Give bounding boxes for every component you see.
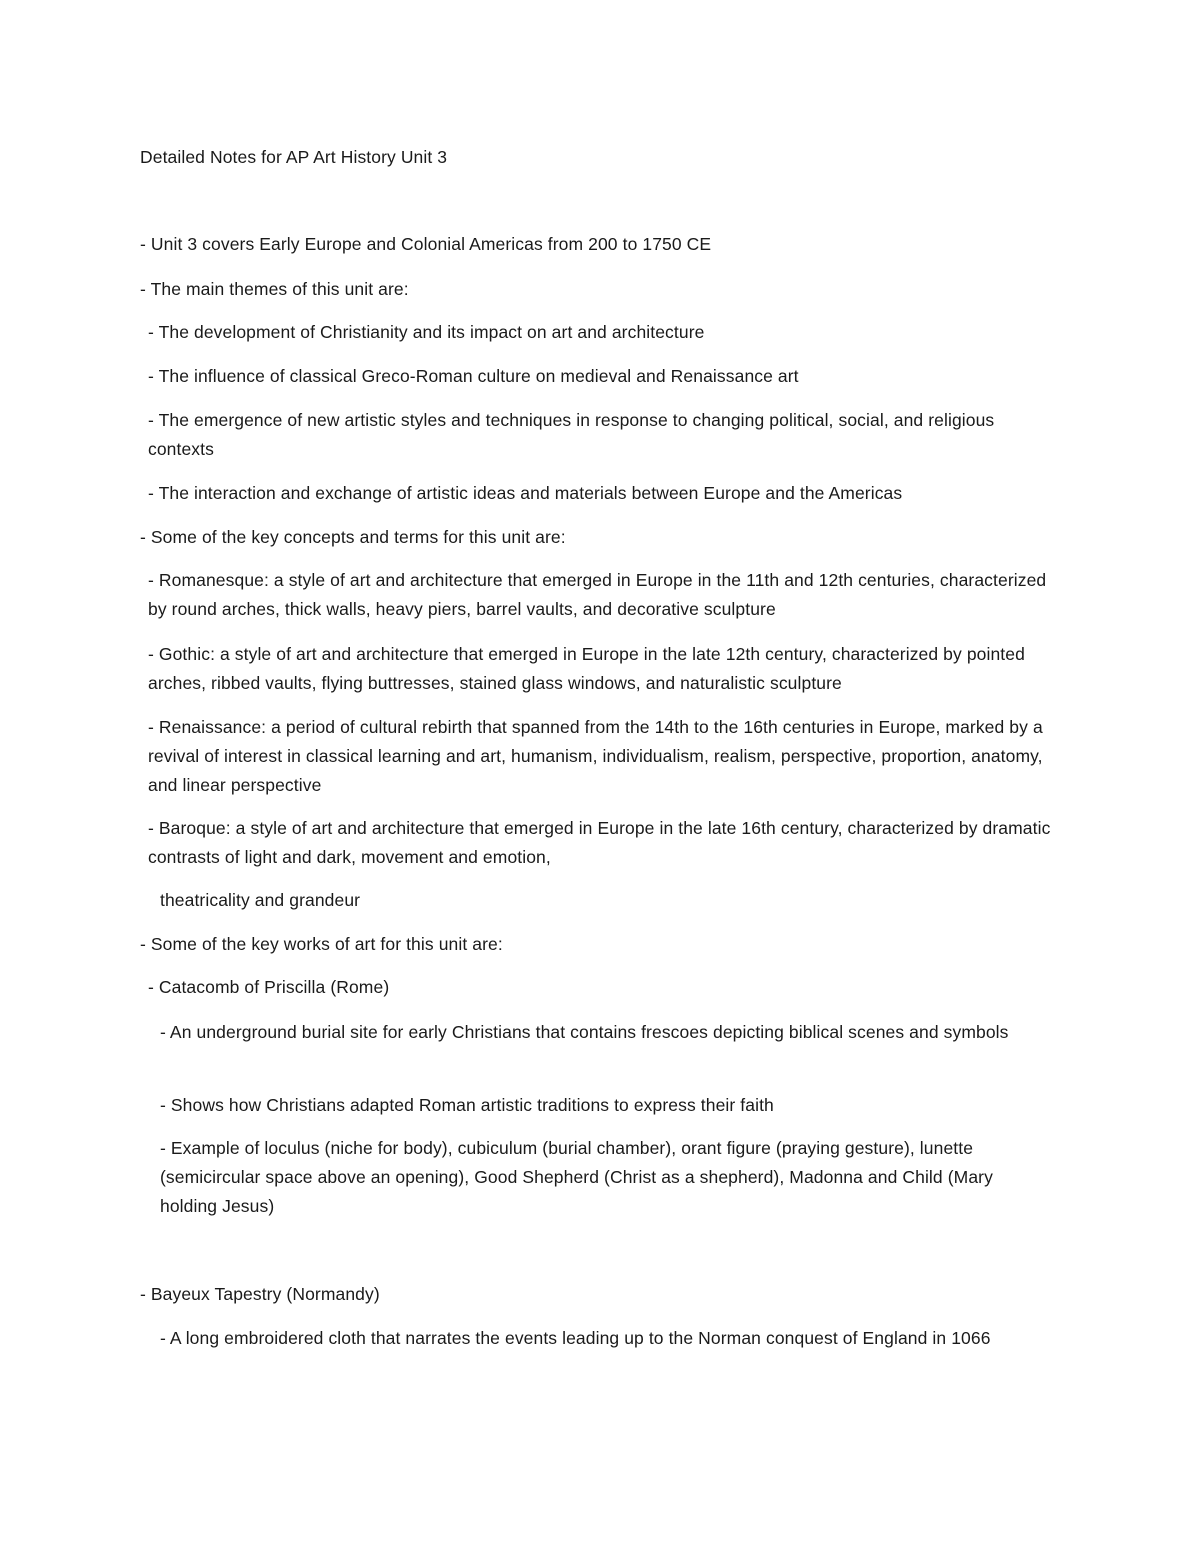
work-catacomb-priscilla: - Catacomb of Priscilla (Rome) [148,977,390,997]
concept-baroque: - Baroque: a style of art and architecture that emerged in Europe in the late 16th century, characterized by dramatic contrasts of light and dark, movement and emotion, [148,818,1051,867]
catacomb-adaptation: - Shows how Christians adapted Roman artistic traditions to express their faith [160,1095,774,1115]
theme-christianity: - The development of Christianity and its impact on art and architecture [148,322,705,342]
concept-baroque-continued: theatricality and grandeur [160,890,361,910]
concept-romanesque: - Romanesque: a style of art and architecture that emerged in Europe in the 11th and 12th centuries, characterized by round arches, thick walls, heavy piers, barrel vaults, and decorative sculpture [148,570,1047,619]
theme-new-styles: - The emergence of new artistic styles and techniques in response to changing political, social, and religious contexts [148,410,995,459]
concept-renaissance: - Renaissance: a period of cultural rebirth that spanned from the 14th to the 16th centuries in Europe, marked by a revival of interest in classical learning and art, humanism, individualism, realism, perspective, proportion, anatomy, and linear perspective [148,717,1043,795]
theme-exchange: - The interaction and exchange of artistic ideas and materials between Europe and the Americas [148,483,903,503]
catacomb-description: - An underground burial site for early Christians that contains frescoes depicting biblical scenes and symbols [160,1022,1009,1042]
note-unit-coverage: - Unit 3 covers Early Europe and Colonial Americas from 200 to 1750 CE [140,234,712,254]
note-main-themes: - The main themes of this unit are: [140,279,409,299]
catacomb-examples: - Example of loculus (niche for body), cubiculum (burial chamber), orant figure (praying gesture), lunette (semicircular space above an opening), Good Shepherd (Christ as a shepherd), Madonna and Child (Mary holding Jesus) [160,1138,993,1216]
note-key-concepts: - Some of the key concepts and terms for this unit are: [140,527,566,547]
document-title: Detailed Notes for AP Art History Unit 3 [140,147,448,167]
concept-gothic: - Gothic: a style of art and architecture that emerged in Europe in the late 12th century, characterized by pointed arches, ribbed vaults, flying buttresses, stained glass windows, and naturalistic sculpture [148,644,1025,693]
theme-classical-influence: - The influence of classical Greco-Roman culture on medieval and Renaissance art [148,366,799,386]
note-key-works: - Some of the key works of art for this unit are: [140,934,503,954]
work-bayeux-tapestry: - Bayeux Tapestry (Normandy) [140,1284,380,1304]
bayeux-description: - A long embroidered cloth that narrates the events leading up to the Norman conquest of England in 1066 [160,1328,991,1348]
